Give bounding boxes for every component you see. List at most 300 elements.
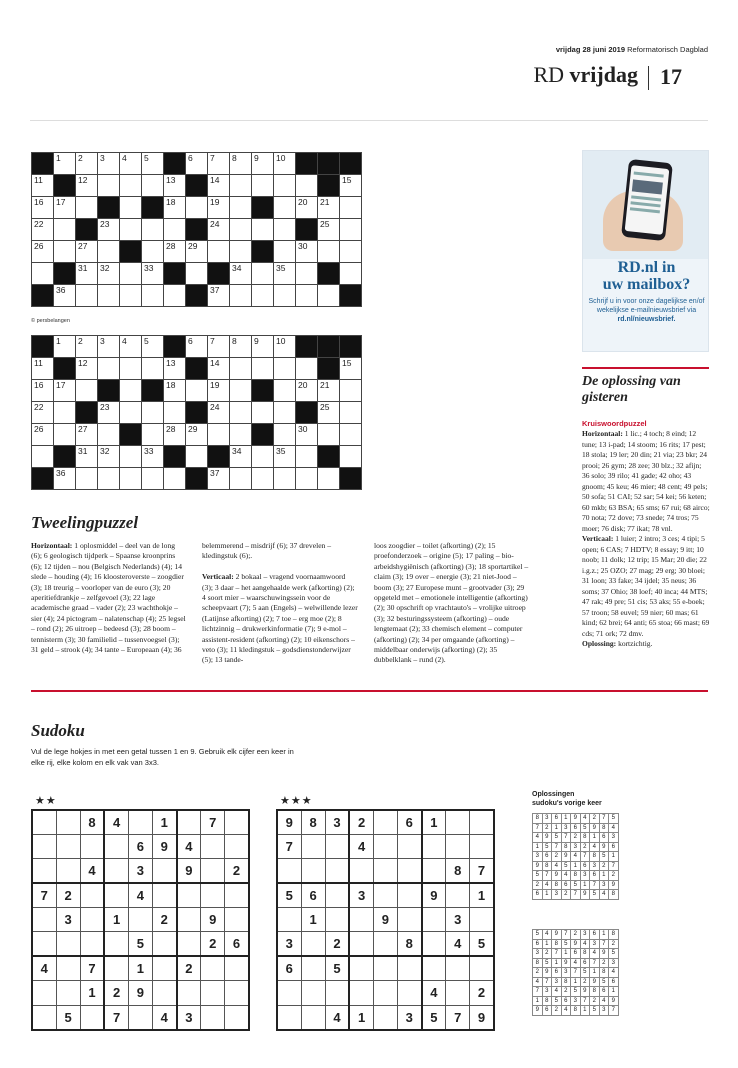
crossword-cell[interactable] (252, 219, 274, 241)
sudoku-cell[interactable] (177, 810, 201, 834)
crossword-cell[interactable] (32, 358, 54, 380)
crossword-cell[interactable] (76, 380, 98, 402)
crossword-black-cell (318, 446, 340, 468)
crossword-cell[interactable] (208, 219, 230, 241)
crossword-cell[interactable] (32, 402, 54, 424)
crossword-cell[interactable] (142, 336, 164, 358)
crossword-cell[interactable] (98, 153, 120, 175)
crossword-cell[interactable] (274, 197, 296, 219)
sudoku-cell[interactable] (349, 981, 373, 1005)
crossword-cell[interactable] (296, 175, 318, 197)
crossword-cell[interactable] (318, 219, 340, 241)
crossword-cell[interactable] (340, 175, 362, 197)
crossword-cell[interactable] (120, 402, 142, 424)
solution-cell: 2 (590, 814, 600, 824)
crossword-cell[interactable] (208, 336, 230, 358)
sudoku-cell[interactable] (397, 834, 421, 858)
crossword-cell[interactable] (32, 263, 54, 285)
sudoku-cell[interactable] (277, 1005, 301, 1029)
sudoku-cell[interactable] (32, 932, 56, 956)
solution-cell: 3 (571, 842, 581, 852)
sudoku-cell[interactable] (152, 932, 176, 956)
sudoku-cell[interactable] (104, 859, 128, 883)
crossword-black-cell (186, 358, 208, 380)
crossword-cell[interactable] (98, 336, 120, 358)
crossword-cell[interactable] (120, 336, 142, 358)
sudoku-cell[interactable] (349, 859, 373, 883)
crossword-cell[interactable] (164, 285, 186, 307)
sudoku-cell[interactable] (446, 810, 470, 834)
sudoku-cell[interactable] (301, 981, 325, 1005)
sudoku-cell: 2 (56, 883, 80, 907)
crossword-cell[interactable] (32, 446, 54, 468)
crossword-cell[interactable] (186, 446, 208, 468)
sudoku-cell[interactable] (301, 956, 325, 980)
sudoku-cell[interactable] (32, 810, 56, 834)
crossword-cell[interactable] (296, 197, 318, 219)
sudoku-cell[interactable] (373, 932, 397, 956)
crossword-cell[interactable] (208, 197, 230, 219)
crossword-cell[interactable] (120, 446, 142, 468)
brand-day: vrijdag (569, 62, 638, 87)
crossword-cell[interactable] (318, 468, 340, 490)
sudoku-cell[interactable] (373, 810, 397, 834)
crossword-cell[interactable] (208, 380, 230, 402)
sudoku-cell[interactable] (397, 956, 421, 980)
sudoku-cell[interactable] (177, 981, 201, 1005)
sudoku-cell[interactable] (470, 834, 494, 858)
crossword-cell[interactable] (252, 402, 274, 424)
sudoku-cell[interactable] (128, 908, 152, 932)
sudoku-cell[interactable] (56, 932, 80, 956)
crossword-cell[interactable] (340, 380, 362, 402)
crossword-cell[interactable] (318, 197, 340, 219)
sudoku-cell[interactable] (325, 908, 349, 932)
crossword-cell[interactable] (318, 285, 340, 307)
sudoku-cell[interactable] (373, 834, 397, 858)
sudoku-cell[interactable] (104, 932, 128, 956)
crossword-cell[interactable] (340, 358, 362, 380)
sudoku-cell[interactable] (56, 859, 80, 883)
sudoku-cell[interactable] (225, 1005, 249, 1029)
crossword-cell[interactable] (142, 175, 164, 197)
crossword-cell[interactable] (274, 153, 296, 175)
sudoku-cell[interactable] (397, 908, 421, 932)
crossword-cell[interactable] (54, 285, 76, 307)
crossword-cell[interactable] (120, 153, 142, 175)
sudoku-cell[interactable] (80, 883, 104, 907)
crossword-cell[interactable] (120, 197, 142, 219)
sudoku-cell[interactable] (225, 883, 249, 907)
crossword-cell[interactable] (230, 263, 252, 285)
sudoku-cell: 3 (177, 1005, 201, 1029)
crossword-cell[interactable] (274, 175, 296, 197)
crossword-cell[interactable] (230, 446, 252, 468)
crossword-cell[interactable] (120, 285, 142, 307)
crossword-cell[interactable] (230, 197, 252, 219)
crossword-cell[interactable] (318, 424, 340, 446)
sudoku-cell[interactable] (373, 981, 397, 1005)
crossword-cell[interactable] (340, 219, 362, 241)
crossword-cell[interactable] (76, 424, 98, 446)
solution-cell: 7 (590, 958, 600, 968)
crossword-cell[interactable] (340, 263, 362, 285)
crossword-cell[interactable] (208, 241, 230, 263)
crossword-cell[interactable] (164, 424, 186, 446)
sudoku-cell[interactable] (277, 908, 301, 932)
sudoku-cell[interactable] (152, 859, 176, 883)
crossword-cell[interactable] (142, 285, 164, 307)
sudoku-cell[interactable] (349, 932, 373, 956)
crossword-cell[interactable] (120, 468, 142, 490)
sudoku-cell[interactable] (225, 908, 249, 932)
crossword-cell[interactable] (252, 446, 274, 468)
sudoku-cell[interactable] (177, 932, 201, 956)
sudoku-cell[interactable] (373, 859, 397, 883)
sudoku-cell[interactable] (446, 981, 470, 1005)
crossword-cell[interactable] (230, 241, 252, 263)
crossword-cell[interactable] (32, 175, 54, 197)
crossword-cell[interactable] (340, 197, 362, 219)
crossword-black-cell (98, 197, 120, 219)
crossword-cell[interactable] (274, 446, 296, 468)
crossword-cell[interactable] (142, 219, 164, 241)
crossword-cell[interactable] (230, 468, 252, 490)
crossword-cell[interactable] (340, 424, 362, 446)
crossword-cell[interactable] (208, 424, 230, 446)
crossword-cell-number: 5 (144, 153, 149, 163)
crossword-cell[interactable] (274, 263, 296, 285)
sudoku-cell[interactable] (373, 883, 397, 907)
crossword-cell[interactable] (164, 197, 186, 219)
sudoku-cell[interactable] (422, 834, 446, 858)
crossword-cell[interactable] (318, 380, 340, 402)
crossword-cell[interactable] (164, 468, 186, 490)
crossword-cell[interactable] (54, 424, 76, 446)
sudoku-cell[interactable] (397, 981, 421, 1005)
sudoku-cell[interactable] (56, 956, 80, 980)
crossword-cell[interactable] (296, 241, 318, 263)
crossword-cell[interactable] (318, 241, 340, 263)
sudoku-cell[interactable] (80, 1005, 104, 1029)
crossword-cell[interactable] (186, 153, 208, 175)
crossword-cell[interactable] (54, 380, 76, 402)
crossword-cell[interactable] (252, 468, 274, 490)
sudoku-cell[interactable] (201, 859, 225, 883)
crossword-cell[interactable] (230, 336, 252, 358)
crossword-cell[interactable] (54, 468, 76, 490)
crossword-cell[interactable] (274, 285, 296, 307)
crossword-cell[interactable] (208, 468, 230, 490)
solution-cell: 6 (561, 880, 571, 890)
sudoku-cell[interactable] (152, 981, 176, 1005)
crossword-cell[interactable] (98, 446, 120, 468)
sudoku-cell[interactable] (32, 908, 56, 932)
sudoku-cell[interactable] (152, 883, 176, 907)
sudoku-row (32, 883, 249, 907)
crossword-cell[interactable] (98, 175, 120, 197)
crossword-cell[interactable] (142, 424, 164, 446)
solution-cell: 8 (580, 949, 590, 959)
crossword-cell[interactable] (120, 263, 142, 285)
crossword-cell[interactable] (230, 380, 252, 402)
crossword-cell[interactable] (252, 263, 274, 285)
crossword-cell[interactable] (274, 219, 296, 241)
crossword-cell[interactable] (274, 336, 296, 358)
crossword-cell[interactable] (186, 241, 208, 263)
crossword-cell[interactable] (252, 358, 274, 380)
crossword-cell[interactable] (186, 380, 208, 402)
crossword-cell[interactable] (230, 285, 252, 307)
sudoku-cell[interactable] (422, 859, 446, 883)
sudoku-cell[interactable] (152, 956, 176, 980)
sudoku-cell[interactable] (325, 883, 349, 907)
sudoku-cell[interactable] (201, 956, 225, 980)
crossword-cell[interactable] (230, 402, 252, 424)
crossword-cell[interactable] (32, 241, 54, 263)
crossword-cell-number: 10 (276, 153, 286, 163)
solution-cell: 2 (552, 1006, 562, 1016)
sudoku-cell[interactable] (325, 834, 349, 858)
crossword-cell[interactable] (142, 358, 164, 380)
sudoku-cell[interactable] (80, 932, 104, 956)
crossword-cell[interactable] (98, 285, 120, 307)
crossword-cell[interactable] (252, 336, 274, 358)
solution-cell: 2 (580, 977, 590, 987)
solution-cell: 8 (561, 842, 571, 852)
crossword-cell[interactable] (54, 241, 76, 263)
sudoku-cell[interactable] (104, 956, 128, 980)
sudoku-cell[interactable] (349, 908, 373, 932)
crossword-cell[interactable] (208, 153, 230, 175)
crossword-cell[interactable] (142, 241, 164, 263)
sudoku-cell[interactable] (470, 956, 494, 980)
sudoku-cell[interactable] (201, 1005, 225, 1029)
crossword-cell[interactable] (76, 263, 98, 285)
crossword-cell[interactable] (186, 336, 208, 358)
sudoku-cell[interactable] (32, 859, 56, 883)
sudoku-cell[interactable] (201, 883, 225, 907)
crossword-cell[interactable] (98, 219, 120, 241)
crossword-cell[interactable] (296, 285, 318, 307)
crossword-cell[interactable] (76, 446, 98, 468)
crossword-cell[interactable] (340, 446, 362, 468)
brand-rd: RD (533, 62, 565, 87)
crossword-cell[interactable] (76, 336, 98, 358)
crossword-cell[interactable] (142, 446, 164, 468)
crossword-cell[interactable] (230, 219, 252, 241)
sudoku-cell[interactable] (104, 883, 128, 907)
crossword-cell[interactable] (54, 197, 76, 219)
crossword-cell[interactable] (76, 358, 98, 380)
crossword-cell[interactable] (76, 285, 98, 307)
crossword-cell[interactable] (296, 380, 318, 402)
sudoku-cell[interactable] (225, 834, 249, 858)
solution-cell: 4 (571, 852, 581, 862)
sudoku-cell[interactable] (325, 859, 349, 883)
crossword-cell-number: 34 (232, 446, 242, 456)
crossword-cell[interactable] (142, 402, 164, 424)
crossword-cell[interactable] (120, 380, 142, 402)
crossword-cell[interactable] (120, 358, 142, 380)
sudoku-cell[interactable] (56, 810, 80, 834)
crossword-cell[interactable] (208, 285, 230, 307)
solution-row (533, 852, 619, 862)
sudoku-cell[interactable] (301, 1005, 325, 1029)
crossword-cell[interactable] (164, 380, 186, 402)
sudoku-puzzle-1[interactable] (31, 809, 250, 1031)
sudoku-cell[interactable] (201, 981, 225, 1005)
crossword-cell[interactable] (120, 219, 142, 241)
crossword-cell[interactable] (340, 241, 362, 263)
crossword-cell[interactable] (252, 175, 274, 197)
solution-cell: 5 (552, 833, 562, 843)
sudoku-cell[interactable] (32, 1005, 56, 1029)
crossword-cell[interactable] (76, 241, 98, 263)
solution-cell: 2 (561, 890, 571, 900)
crossword-cell[interactable] (274, 402, 296, 424)
sudoku-cell[interactable] (225, 981, 249, 1005)
crossword-cell[interactable] (164, 175, 186, 197)
sudoku-cell[interactable] (225, 810, 249, 834)
sudoku-cell[interactable] (422, 932, 446, 956)
sudoku-intro: Vul de lege hokjes in met een getal tussen 1 en 9. Gebruik elk cijfer een keer in elke rij, elke kolom en elk vak van 3x3. (31, 747, 294, 767)
crossword-cell[interactable] (274, 241, 296, 263)
newsletter-ad[interactable] (582, 150, 709, 352)
sudoku-cell[interactable] (422, 956, 446, 980)
crossword-cell[interactable] (230, 424, 252, 446)
crossword-cell[interactable] (296, 446, 318, 468)
crossword-cell[interactable] (120, 175, 142, 197)
sudoku-cell[interactable] (32, 834, 56, 858)
sudoku-cell[interactable] (80, 908, 104, 932)
sudoku-cell[interactable] (422, 908, 446, 932)
sudoku-cell[interactable] (446, 956, 470, 980)
crossword-cell[interactable] (230, 358, 252, 380)
crossword-cell[interactable] (274, 358, 296, 380)
sudoku-cell[interactable] (470, 810, 494, 834)
sudoku-cell[interactable] (397, 883, 421, 907)
crossword-black-cell (208, 263, 230, 285)
crossword-cell[interactable] (98, 402, 120, 424)
crossword-cell[interactable] (98, 424, 120, 446)
crossword-cell[interactable] (230, 175, 252, 197)
crossword-cell[interactable] (296, 263, 318, 285)
crossword-cell-number: 15 (342, 358, 352, 368)
sudoku-cell[interactable] (277, 981, 301, 1005)
crossword-cell[interactable] (186, 263, 208, 285)
crossword-cell[interactable] (208, 402, 230, 424)
crossword-cell[interactable] (98, 468, 120, 490)
crossword-cell[interactable] (208, 358, 230, 380)
sudoku-cell: 7 (32, 883, 56, 907)
crossword-cell[interactable] (142, 468, 164, 490)
crossword-cell-number: 31 (78, 263, 88, 273)
crossword-cell[interactable] (76, 197, 98, 219)
sudoku-cell[interactable] (201, 834, 225, 858)
sudoku-cell[interactable] (301, 859, 325, 883)
crossword-cell[interactable] (252, 285, 274, 307)
solution-cell: 7 (561, 833, 571, 843)
crossword-cell[interactable] (98, 263, 120, 285)
crossword-cell[interactable] (76, 468, 98, 490)
sudoku-cell[interactable] (446, 883, 470, 907)
crossword-black-cell (186, 468, 208, 490)
crossword-cell[interactable] (32, 424, 54, 446)
crossword-cell[interactable] (208, 175, 230, 197)
crossword-cell[interactable] (54, 153, 76, 175)
crossword-cell[interactable] (98, 358, 120, 380)
sudoku-cell[interactable] (32, 981, 56, 1005)
sudoku-cell[interactable] (325, 981, 349, 1005)
crossword-cell[interactable] (186, 197, 208, 219)
crossword-cell-number: 13 (166, 358, 176, 368)
sudoku-cell[interactable] (301, 834, 325, 858)
crossword-cell[interactable] (54, 336, 76, 358)
sudoku-cell[interactable] (56, 834, 80, 858)
crossword-cell[interactable] (340, 402, 362, 424)
crossword-cell[interactable] (296, 358, 318, 380)
sudoku-cell[interactable] (128, 810, 152, 834)
sudoku-cell[interactable] (301, 932, 325, 956)
sudoku-cell[interactable] (277, 859, 301, 883)
crossword-cell[interactable] (274, 468, 296, 490)
crossword-cell[interactable] (98, 241, 120, 263)
sudoku-cell[interactable] (56, 981, 80, 1005)
crossword-cell[interactable] (318, 402, 340, 424)
crossword-cell[interactable] (164, 219, 186, 241)
crossword-cell[interactable] (54, 219, 76, 241)
header-newspaper: Reformatorisch Dagblad (627, 45, 708, 54)
sudoku-cell[interactable] (373, 956, 397, 980)
sudoku-cell: 1 (152, 810, 176, 834)
crossword-cell[interactable] (54, 402, 76, 424)
ad-link[interactable]: rd.nl/nieuwsbrief. (617, 316, 676, 324)
crossword-cell[interactable] (252, 153, 274, 175)
crossword-cell[interactable] (32, 197, 54, 219)
sudoku-cell[interactable] (446, 834, 470, 858)
sudoku-puzzle-2[interactable] (276, 809, 495, 1031)
sudoku-cell[interactable] (225, 956, 249, 980)
crossword-cell[interactable] (164, 241, 186, 263)
crossword-cell[interactable] (164, 402, 186, 424)
sudoku-cell[interactable] (470, 908, 494, 932)
crossword-cell[interactable] (230, 153, 252, 175)
sudoku-cell[interactable] (177, 908, 201, 932)
sudoku-cell[interactable] (373, 1005, 397, 1029)
crossword-cell[interactable] (164, 358, 186, 380)
sudoku-cell[interactable] (104, 834, 128, 858)
crossword-cell[interactable] (32, 380, 54, 402)
crossword-cell[interactable] (142, 153, 164, 175)
solution-cell: 8 (571, 871, 581, 881)
sudoku-cell[interactable] (397, 859, 421, 883)
sudoku-cell[interactable] (80, 834, 104, 858)
crossword-cell[interactable] (76, 153, 98, 175)
crossword-cell[interactable] (274, 424, 296, 446)
crossword-cell[interactable] (142, 263, 164, 285)
crossword-cell[interactable] (296, 424, 318, 446)
crossword-cell-number: 17 (56, 197, 66, 207)
crossword-cell[interactable] (186, 424, 208, 446)
sudoku-cell[interactable] (349, 956, 373, 980)
sudoku-cell[interactable] (177, 883, 201, 907)
crossword-cell[interactable] (32, 219, 54, 241)
crossword-cell[interactable] (76, 175, 98, 197)
crossword-cell[interactable] (274, 380, 296, 402)
sudoku-cell[interactable] (128, 1005, 152, 1029)
crossword-cell[interactable] (296, 468, 318, 490)
